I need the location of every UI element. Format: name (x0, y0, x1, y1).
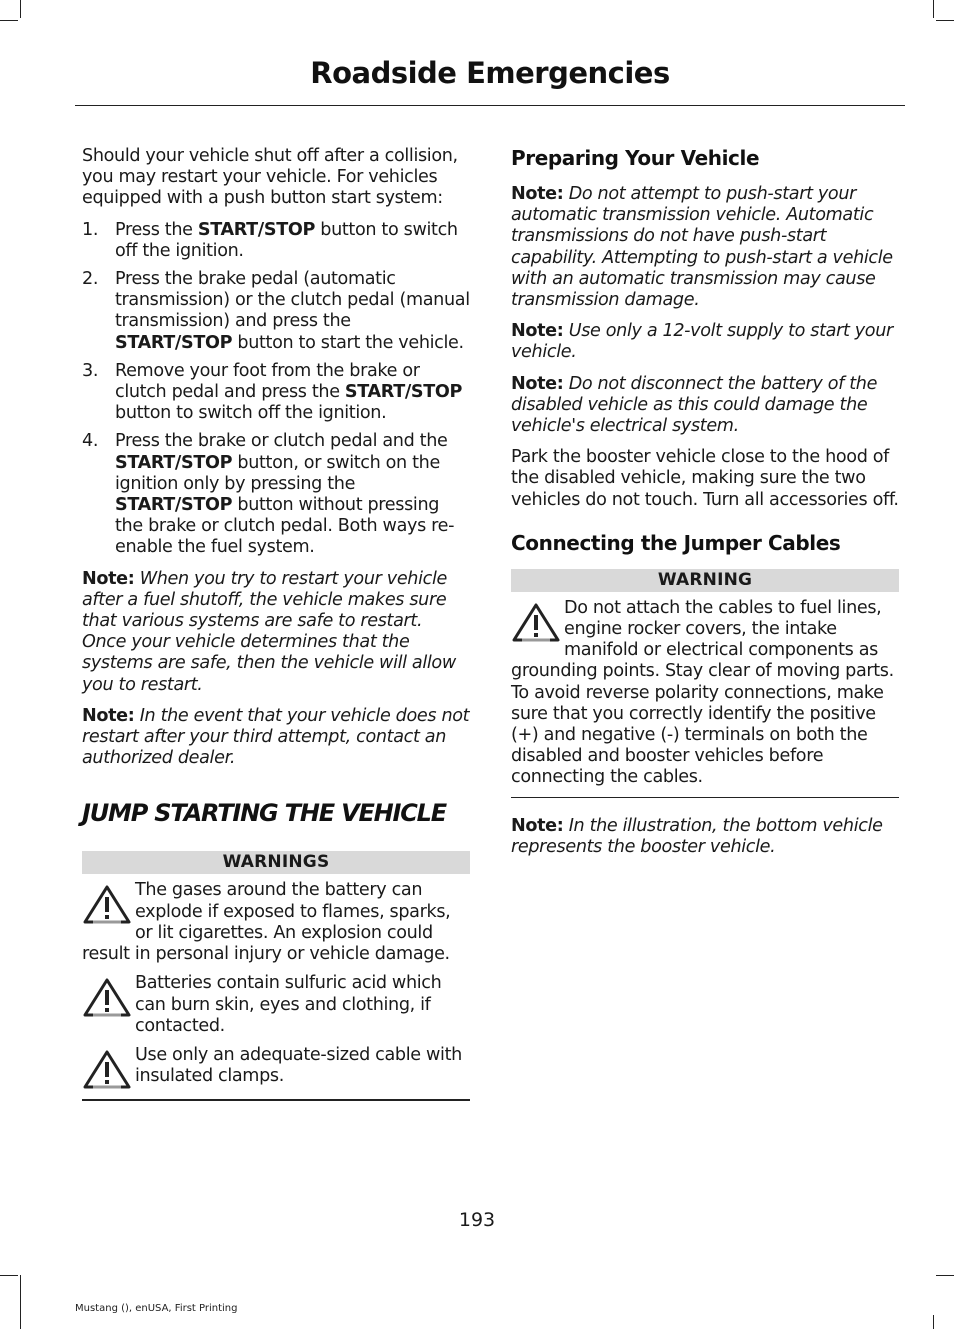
right-column (511, 146, 899, 868)
subsection-heading: Connecting the Jumper Cables (511, 530, 841, 555)
start-stop-keyword: START/STOP (115, 332, 233, 353)
start-stop-keyword: START/STOP (115, 495, 233, 516)
start-stop-keyword: START/STOP (115, 452, 233, 473)
note-paragraph (511, 321, 899, 363)
crop-mark (933, 0, 934, 18)
left-column (82, 146, 470, 1127)
crop-mark (936, 20, 954, 21)
start-stop-keyword: START/STOP (344, 382, 463, 403)
note-label: Note: (82, 568, 135, 589)
note-paragraph (511, 816, 899, 858)
step-text: Press the (115, 219, 198, 240)
step-text: button to switch off the ignition. (115, 403, 387, 424)
crop-mark (20, 0, 21, 18)
crop-mark (0, 1275, 18, 1276)
list-item (82, 220, 470, 262)
warning-text: Use only an adequate-sized cable with insulated clamps. (135, 1044, 462, 1087)
note-label: Note: (511, 373, 564, 394)
restart-steps-list (82, 220, 470, 559)
page-number: 193 (458, 1209, 496, 1231)
note-text: In the event that your vehicle does not restart after your third attempt, contact an authorized dealer. (82, 705, 470, 769)
note-paragraph (82, 569, 470, 696)
warnings-end-rule (82, 1099, 470, 1101)
step-text: button, or switch on the ignition only by pressing the (115, 452, 440, 494)
note-label: Note: (82, 705, 135, 726)
intro-paragraph: Should your vehicle shut off after a collision, you may restart your vehicle. For vehicles equipped with a push button start system: (82, 146, 458, 209)
note-paragraph (511, 374, 899, 438)
crop-mark (0, 20, 18, 21)
note-text: When you try to restart your vehicle after a fuel shutoff, the vehicle makes sure that various systems are safe to restart. Once your vehicle determines that the systems are safe, then the vehicle will allow you to restart. (82, 568, 456, 695)
start-stop-keyword: START/STOP (197, 219, 316, 240)
note-paragraph (82, 706, 470, 770)
note-label: Note: (511, 321, 564, 342)
warning-triangle-icon (82, 884, 132, 926)
park-paragraph: Park the booster vehicle close to the hood of the disabled vehicle, making sure the two vehicles do not touch. Turn all accessories off. (511, 447, 899, 510)
note-text: Use only a 12-volt supply to start your vehicle. (511, 321, 893, 363)
list-item (82, 269, 470, 354)
step-text: Press the brake pedal (automatic transmission) or the clutch pedal (manual transmission) and press the (115, 269, 470, 332)
step-text: button to start the vehicle. (232, 332, 464, 353)
step-text: Press the brake or clutch pedal and the (115, 431, 448, 452)
page-title: Roadside Emergencies (310, 56, 670, 90)
step-number: 1. (82, 219, 99, 240)
section-heading: JUMP STARTING THE VEHICLE (82, 799, 446, 828)
step-text: button without pressing the brake or clutch pedal. Both ways re-enable the fuel system. (115, 495, 455, 558)
crop-mark (20, 1275, 21, 1329)
note-label: Note: (511, 815, 564, 836)
list-item (82, 361, 470, 425)
list-item (82, 431, 470, 558)
warning-item (82, 880, 470, 965)
note-paragraph (511, 184, 899, 311)
warning-triangle-icon (82, 1049, 132, 1091)
step-number: 2. (82, 269, 99, 290)
crop-mark (936, 1275, 954, 1276)
header-rule (75, 105, 905, 106)
subsection-heading: Preparing Your Vehicle (511, 146, 760, 170)
footer-text: Mustang (), enUSA, First Printing (75, 1303, 238, 1314)
note-text: Do not attempt to push-start your automatic transmission vehicle. Automatic transmissions do not have push-start capability. Attempting to push-start a vehicle with an automatic transmission may cause transmission damage. (511, 184, 893, 311)
warning-item (511, 598, 899, 789)
step-number: 4. (82, 431, 99, 452)
warning-triangle-icon (82, 977, 132, 1019)
note-text: In the illustration, the bottom vehicle represents the booster vehicle. (511, 815, 883, 857)
warning-text: Do not attach the cables to fuel lines, engine rocker covers, the intake manifold or electrical components as grounding points. Stay clear of moving parts. To avoid reverse polarity connections, make sure that you correctly identify the positive (+) and negative (-) terminals on both the disabled and booster vehicles before connecting the cables. (511, 597, 894, 788)
warning-text: The gases around the battery can explode if exposed to flames, sparks, or lit cigarettes. An explosion could result in personal injury or vehicle damage. (82, 880, 451, 965)
step-number: 3. (82, 360, 99, 381)
warning-triangle-icon (511, 602, 561, 644)
note-text: Do not disconnect the battery of the disabled vehicle as this could damage the vehicle's electrical system. (511, 373, 878, 437)
step-text: button to switch off the ignition. (115, 219, 458, 261)
warning-bar: WARNING (511, 569, 899, 592)
warnings-bar: WARNINGS (82, 851, 470, 874)
warning-text: Batteries contain sulfuric acid which can burn skin, eyes and clothing, if contacted. (135, 973, 442, 1036)
note-label: Note: (511, 184, 564, 204)
warning-end-rule (511, 797, 899, 798)
warning-item (82, 1045, 470, 1091)
step-text: Remove your foot from the brake or clutch pedal and press the (115, 360, 420, 403)
warning-item (82, 973, 470, 1037)
crop-mark (933, 1315, 934, 1329)
